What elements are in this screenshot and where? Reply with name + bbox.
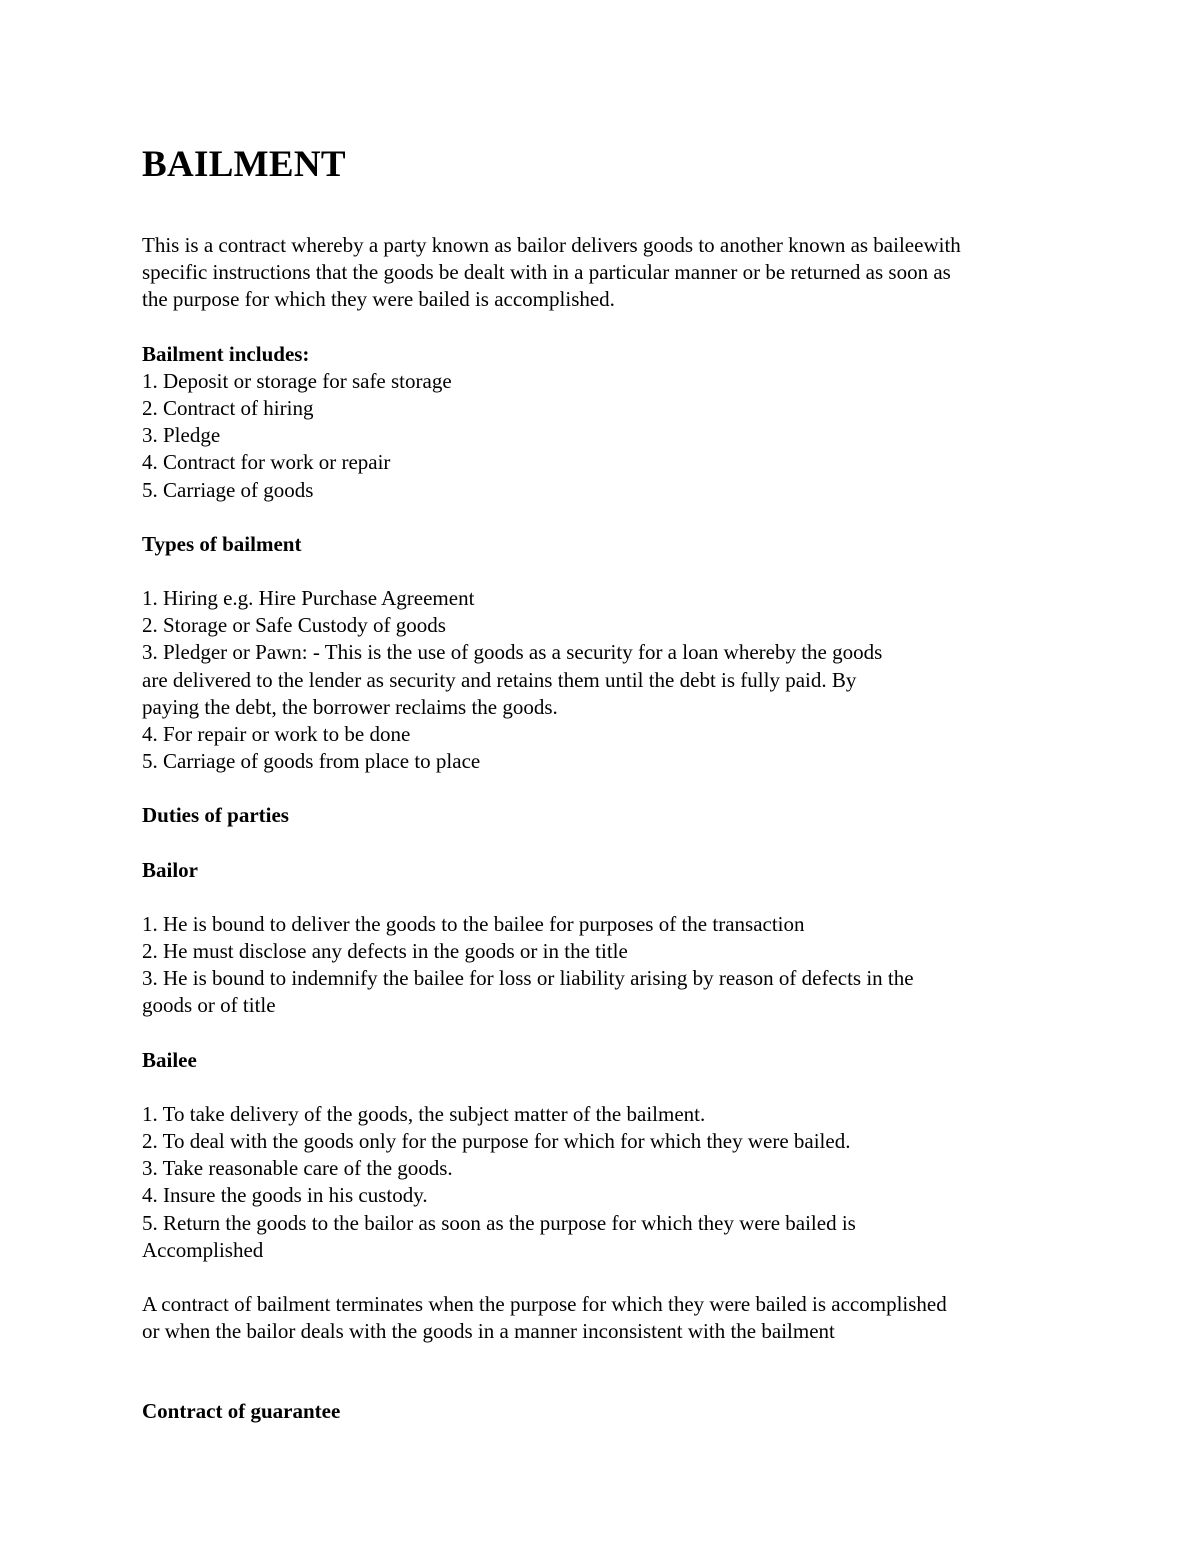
list-item: 4. For repair or work to be done [142,722,411,747]
types-heading: Types of bailment [142,531,302,556]
duties-section [142,802,1072,829]
list-item: 1. To take delivery of the goods, the subject matter of the bailment. [142,1101,706,1126]
bailor-section [142,857,1072,1020]
list-item: 2. He must disclose any defects in the goods or in the title [142,939,628,964]
list-item: 1. Hiring e.g. Hire Purchase Agreement [142,586,475,611]
guarantee-heading: Contract of guarantee [142,1398,341,1423]
termination-paragraph [142,1291,1072,1345]
list-item: 4. Contract for work or repair [142,450,391,475]
document-page [142,143,1072,1425]
duties-heading: Duties of parties [142,803,289,828]
termination-line: or when the bailor deals with the goods in a manner inconsistent with the bailment [142,1319,835,1344]
list-item: 5. Carriage of goods from place to place [142,749,481,774]
list-item: 1. Deposit or storage for safe storage [142,368,452,393]
list-item: Accomplished [142,1237,264,1262]
intro-paragraph [142,232,1072,314]
list-item: paying the debt, the borrower reclaims the goods. [142,694,558,719]
list-item: 1. He is bound to deliver the goods to the bailee for purposes of the transaction [142,911,805,936]
list-item: 2. Contract of hiring [142,396,314,421]
list-item: 3. He is bound to indemnify the bailee for loss or liability arising by reason of defects in the [142,966,914,991]
document-title: BAILMENT [142,144,346,185]
list-item: 3. Take reasonable care of the goods. [142,1156,453,1181]
includes-section [142,341,1072,504]
list-item: 5. Return the goods to the bailor as soon as the purpose for which they were bailed is [142,1210,856,1235]
types-section [142,531,1072,776]
list-item: 2. Storage or Safe Custody of goods [142,613,446,638]
bailee-heading: Bailee [142,1047,197,1072]
termination-line: A contract of bailment terminates when the purpose for which they were bailed is accomplished [142,1292,947,1317]
intro-line: specific instructions that the goods be dealt with in a particular manner or be returned as soon as [142,260,951,285]
list-item: 4. Insure the goods in his custody. [142,1183,428,1208]
intro-line: the purpose for which they were bailed is accomplished. [142,287,615,312]
list-item: goods or of title [142,993,276,1018]
bailor-heading: Bailor [142,857,198,882]
list-item: are delivered to the lender as security and retains them until the debt is fully paid. By [142,667,857,692]
list-item: 2. To deal with the goods only for the purpose for which for which they were bailed. [142,1129,851,1154]
intro-line: This is a contract whereby a party known as bailor delivers goods to another known as baileewith [142,233,961,257]
list-item: 3. Pledge [142,423,221,448]
guarantee-section [142,1398,1072,1425]
bailee-section [142,1047,1072,1264]
list-item: 3. Pledger or Pawn: - This is the use of goods as a security for a loan whereby the goods [142,640,883,665]
list-item: 5. Carriage of goods [142,477,314,502]
includes-heading: Bailment includes: [142,341,310,366]
